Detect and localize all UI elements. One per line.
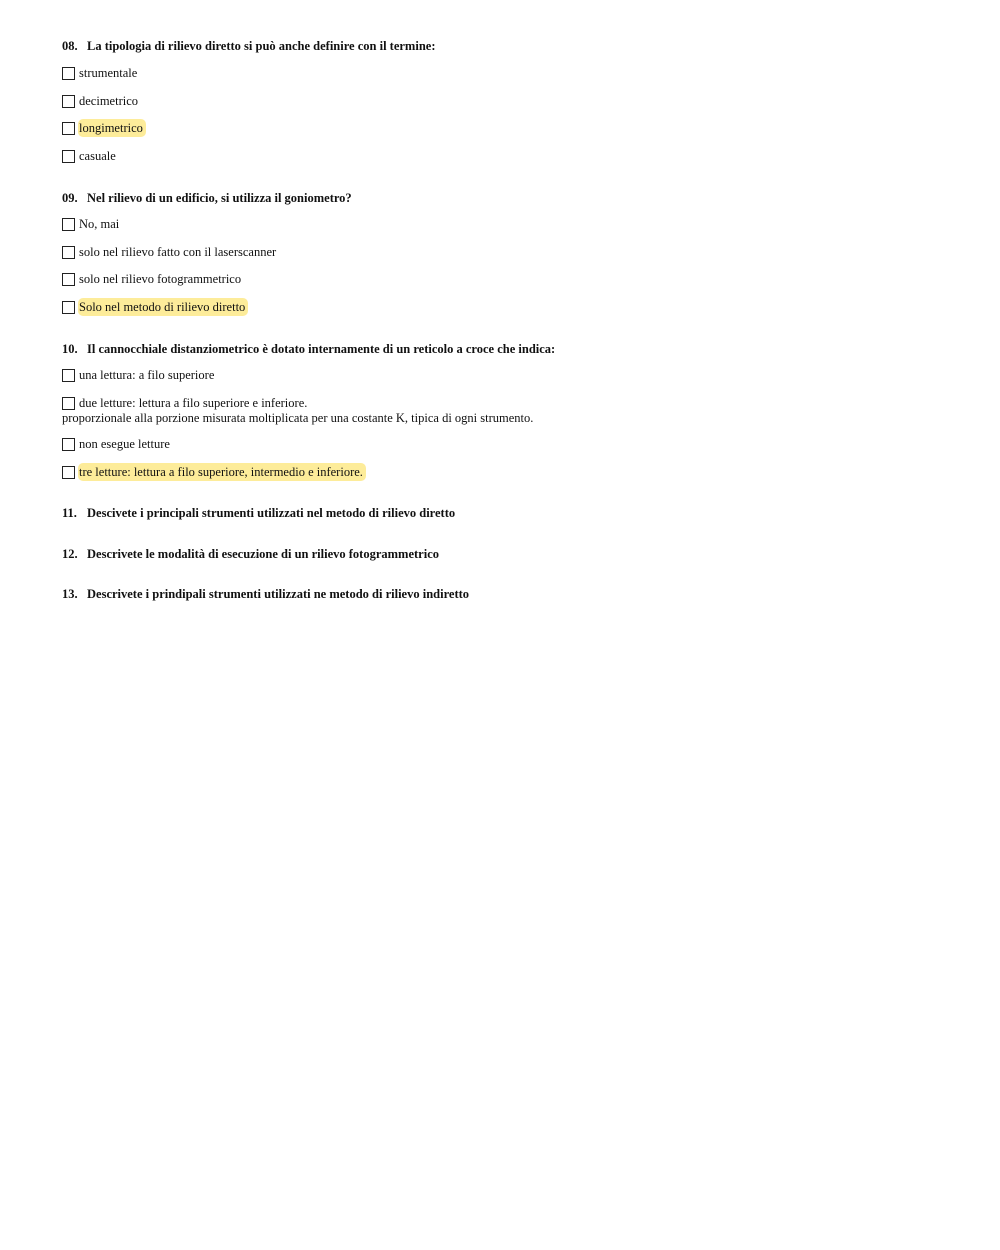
q10-option-2[interactable] bbox=[62, 395, 308, 411]
q10-option-1[interactable] bbox=[62, 367, 215, 383]
checkbox[interactable] bbox=[62, 397, 75, 410]
question-number: 10. bbox=[62, 342, 78, 356]
q09-option-2[interactable] bbox=[62, 244, 277, 260]
option-label: solo nel rilievo fatto con il laserscanner bbox=[79, 245, 277, 259]
option-label: Solo nel metodo di rilievo diretto bbox=[78, 298, 248, 316]
question-09-title bbox=[62, 190, 352, 206]
question-number: 11. bbox=[62, 506, 77, 520]
question-number: 13. bbox=[62, 587, 78, 601]
checkbox[interactable] bbox=[62, 95, 75, 108]
q09-option-4[interactable] bbox=[62, 299, 248, 315]
question-13-title bbox=[62, 586, 469, 602]
question-number: 08. bbox=[62, 39, 78, 53]
question-text: Nel rilievo di un edificio, si utilizza il goniometro? bbox=[87, 191, 352, 205]
checkbox[interactable] bbox=[62, 273, 75, 286]
option-note: proporzionale alla porzione misurata moltiplicata per una costante K, tipica di ogni strumento. bbox=[62, 411, 534, 425]
checkbox[interactable] bbox=[62, 67, 75, 80]
question-text: Descrivete i prindipali strumenti utilizzati ne metodo di rilievo indiretto bbox=[87, 587, 470, 601]
checkbox[interactable] bbox=[62, 122, 75, 135]
question-text: Descrivete le modalità di esecuzione di un rilievo fotogrammetrico bbox=[87, 547, 439, 561]
question-08-title bbox=[62, 38, 435, 54]
option-label: strumentale bbox=[79, 66, 138, 80]
q08-option-2[interactable] bbox=[62, 93, 139, 109]
option-label: due letture: lettura a filo superiore e inferiore. bbox=[79, 396, 308, 410]
option-label: una lettura: a filo superiore bbox=[79, 368, 215, 382]
option-label: longimetrico bbox=[78, 119, 146, 137]
q08-option-3[interactable] bbox=[62, 120, 146, 136]
option-label: No, mai bbox=[79, 217, 120, 231]
checkbox[interactable] bbox=[62, 246, 75, 259]
question-number: 09. bbox=[62, 191, 78, 205]
question-text: La tipologia di rilievo diretto si può anche definire con il termine: bbox=[87, 39, 436, 53]
question-text: Descivete i principali strumenti utilizzati nel metodo di rilievo diretto bbox=[87, 506, 456, 520]
question-number: 12. bbox=[62, 547, 78, 561]
q10-option-4[interactable] bbox=[62, 464, 366, 480]
question-text: Il cannocchiale distanziometrico è dotato internamente di un reticolo a croce che indica: bbox=[87, 342, 556, 356]
q09-option-3[interactable] bbox=[62, 271, 242, 287]
option-label: casuale bbox=[79, 149, 116, 163]
option-label: tre letture: lettura a filo superiore, intermedio e inferiore. bbox=[78, 463, 366, 481]
question-10-title bbox=[62, 341, 555, 357]
checkbox[interactable] bbox=[62, 150, 75, 163]
checkbox[interactable] bbox=[62, 438, 75, 451]
question-11-title bbox=[62, 505, 455, 521]
option-label: solo nel rilievo fotogrammetrico bbox=[79, 272, 242, 286]
q08-option-4[interactable] bbox=[62, 148, 117, 164]
question-12-title bbox=[62, 546, 439, 562]
q09-option-1[interactable] bbox=[62, 216, 120, 232]
q10-option-3[interactable] bbox=[62, 436, 171, 452]
q08-option-1[interactable] bbox=[62, 65, 138, 81]
option-label: decimetrico bbox=[79, 94, 138, 108]
option-label: non esegue letture bbox=[79, 437, 170, 451]
checkbox[interactable] bbox=[62, 369, 75, 382]
checkbox[interactable] bbox=[62, 466, 75, 479]
checkbox[interactable] bbox=[62, 218, 75, 231]
checkbox[interactable] bbox=[62, 301, 75, 314]
